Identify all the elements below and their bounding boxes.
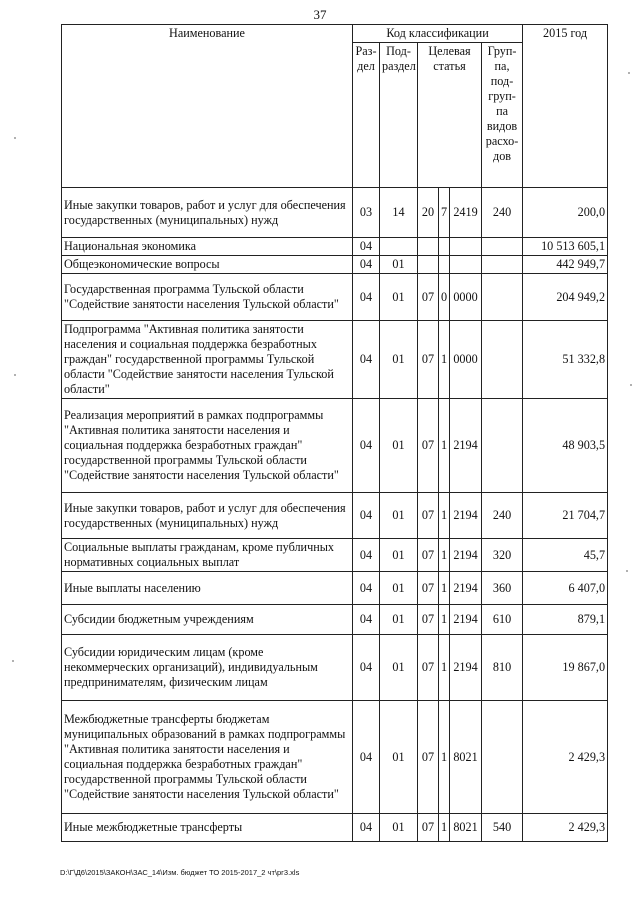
row-target-subprogram xyxy=(439,256,450,274)
table-row xyxy=(62,238,608,256)
row-target-code: 2194 xyxy=(450,605,482,635)
scan-speck xyxy=(12,660,14,662)
header-tselevaya: Целевая статья xyxy=(418,43,482,188)
row-expense-type: 240 xyxy=(482,188,523,238)
row-name: Общеэкономические вопросы xyxy=(62,256,353,274)
row-podrazdel: 01 xyxy=(380,321,418,399)
row-expense-type xyxy=(482,274,523,321)
row-target-subprogram: 1 xyxy=(439,635,450,701)
row-name: Иные закупки товаров, работ и услуг для обеспечения государственных (муниципальных) нужд xyxy=(62,493,353,539)
row-amount: 48 903,5 xyxy=(523,399,608,493)
row-expense-type: 240 xyxy=(482,493,523,539)
row-podrazdel: 01 xyxy=(380,274,418,321)
file-path-footer: D:\Г\Д6\2015\ЗАКОН\ЗАС_14\Изм. бюджет ТО 2015-2017_2 чт\рг3.xls xyxy=(60,868,300,877)
row-target-program: 07 xyxy=(418,572,439,605)
row-razdel: 03 xyxy=(353,188,380,238)
row-target-subprogram: 1 xyxy=(439,539,450,572)
row-expense-type xyxy=(482,256,523,274)
row-amount: 45,7 xyxy=(523,539,608,572)
row-name: Иные межбюджетные трансферты xyxy=(62,814,353,842)
row-razdel: 04 xyxy=(353,605,380,635)
scan-speck xyxy=(626,570,628,572)
row-podrazdel: 01 xyxy=(380,605,418,635)
row-name: Субсидии юридическим лицам (кроме некоммерческих организаций), индивидуальным предпринимателям, физическим лицам xyxy=(62,635,353,701)
row-name: Социальные выплаты гражданам, кроме публичных нормативных социальных выплат xyxy=(62,539,353,572)
scan-speck xyxy=(14,374,16,376)
row-target-subprogram: 0 xyxy=(439,274,450,321)
row-amount: 2 429,3 xyxy=(523,814,608,842)
row-podrazdel: 01 xyxy=(380,814,418,842)
row-amount: 10 513 605,1 xyxy=(523,238,608,256)
row-target-program: 07 xyxy=(418,321,439,399)
row-amount: 19 867,0 xyxy=(523,635,608,701)
table-row xyxy=(62,605,608,635)
row-target-subprogram: 1 xyxy=(439,493,450,539)
row-expense-type: 360 xyxy=(482,572,523,605)
table-row xyxy=(62,256,608,274)
budget-table xyxy=(61,24,608,842)
row-target-subprogram: 1 xyxy=(439,701,450,814)
row-amount: 51 332,8 xyxy=(523,321,608,399)
row-amount: 21 704,7 xyxy=(523,493,608,539)
row-razdel: 04 xyxy=(353,539,380,572)
row-target-program: 07 xyxy=(418,274,439,321)
table-row xyxy=(62,399,608,493)
row-target-program: 20 xyxy=(418,188,439,238)
header-name: Наименование xyxy=(62,25,353,188)
row-podrazdel xyxy=(380,238,418,256)
row-expense-type: 540 xyxy=(482,814,523,842)
row-razdel: 04 xyxy=(353,701,380,814)
row-razdel: 04 xyxy=(353,256,380,274)
row-expense-type xyxy=(482,701,523,814)
table-row xyxy=(62,572,608,605)
row-amount: 2 429,3 xyxy=(523,701,608,814)
row-target-code: 2194 xyxy=(450,635,482,701)
row-target-subprogram: 1 xyxy=(439,814,450,842)
row-target-code: 2194 xyxy=(450,572,482,605)
row-razdel: 04 xyxy=(353,238,380,256)
row-target-subprogram xyxy=(439,238,450,256)
row-amount: 204 949,2 xyxy=(523,274,608,321)
page-number: 37 xyxy=(313,7,327,22)
row-razdel: 04 xyxy=(353,635,380,701)
row-target-subprogram: 1 xyxy=(439,399,450,493)
row-target-program: 07 xyxy=(418,605,439,635)
row-razdel: 04 xyxy=(353,399,380,493)
row-target-program xyxy=(418,238,439,256)
scan-speck xyxy=(630,384,632,386)
row-amount: 6 407,0 xyxy=(523,572,608,605)
row-name: Иные закупки товаров, работ и услуг для обеспечения государственных (муниципальных) нужд xyxy=(62,188,353,238)
row-target-subprogram: 1 xyxy=(439,572,450,605)
row-name: Субсидии бюджетным учреждениям xyxy=(62,605,353,635)
row-target-subprogram: 1 xyxy=(439,605,450,635)
row-target-program: 07 xyxy=(418,493,439,539)
row-podrazdel: 01 xyxy=(380,256,418,274)
row-target-program: 07 xyxy=(418,539,439,572)
header-razdel: Раз-дел xyxy=(353,43,380,188)
row-name: Государственная программа Тульской области "Содействие занятости населения Тульской области" xyxy=(62,274,353,321)
row-target-code: 2419 xyxy=(450,188,482,238)
row-amount: 879,1 xyxy=(523,605,608,635)
row-target-program: 07 xyxy=(418,814,439,842)
row-expense-type: 610 xyxy=(482,605,523,635)
row-razdel: 04 xyxy=(353,572,380,605)
row-target-code: 0000 xyxy=(450,321,482,399)
row-name: Иные выплаты населению xyxy=(62,572,353,605)
row-target-code: 0000 xyxy=(450,274,482,321)
row-target-code: 2194 xyxy=(450,493,482,539)
row-podrazdel: 01 xyxy=(380,399,418,493)
header-year: 2015 год xyxy=(523,25,608,188)
row-amount: 442 949,7 xyxy=(523,256,608,274)
row-name: Национальная экономика xyxy=(62,238,353,256)
row-target-code xyxy=(450,238,482,256)
row-name: Межбюджетные трансферты бюджетам муниципальных образований в рамках подпрограммы "Активная политика занятости населения и социальная поддержка безработных граждан" государственной программы Тульской области "Содействие занятости населения Тульской области" xyxy=(62,701,353,814)
row-target-program xyxy=(418,256,439,274)
row-expense-type: 810 xyxy=(482,635,523,701)
header-gruppa: Груп-па, под-груп-па видов расхо-дов xyxy=(482,43,523,188)
row-expense-type xyxy=(482,321,523,399)
row-razdel: 04 xyxy=(353,321,380,399)
scan-speck xyxy=(628,72,630,74)
row-podrazdel: 01 xyxy=(380,539,418,572)
row-expense-type: 320 xyxy=(482,539,523,572)
table-row xyxy=(62,701,608,814)
row-podrazdel: 14 xyxy=(380,188,418,238)
row-amount: 200,0 xyxy=(523,188,608,238)
row-razdel: 04 xyxy=(353,274,380,321)
row-razdel: 04 xyxy=(353,493,380,539)
row-target-code xyxy=(450,256,482,274)
row-podrazdel: 01 xyxy=(380,493,418,539)
row-target-program: 07 xyxy=(418,399,439,493)
row-target-code: 2194 xyxy=(450,539,482,572)
table-row xyxy=(62,539,608,572)
row-target-code: 8021 xyxy=(450,814,482,842)
row-name: Подпрограмма "Активная политика занятости населения и социальная поддержка безработных граждан" государственной программы Тульской области "Содействие занятости населения Тульской области" xyxy=(62,321,353,399)
table-row xyxy=(62,188,608,238)
row-name: Реализация мероприятий в рамках подпрограммы "Активная политика занятости населения и социальная поддержка безработных граждан" государственной программы Тульской области "Содействие занятости населения Тульской области" xyxy=(62,399,353,493)
row-podrazdel: 01 xyxy=(380,635,418,701)
table-row xyxy=(62,814,608,842)
row-podrazdel: 01 xyxy=(380,701,418,814)
scan-speck xyxy=(14,137,16,139)
row-target-program: 07 xyxy=(418,701,439,814)
row-target-program: 07 xyxy=(418,635,439,701)
row-razdel: 04 xyxy=(353,814,380,842)
row-target-subprogram: 1 xyxy=(439,321,450,399)
row-target-code: 8021 xyxy=(450,701,482,814)
row-target-code: 2194 xyxy=(450,399,482,493)
row-target-subprogram: 7 xyxy=(439,188,450,238)
header-podrazdel: Под-раздел xyxy=(380,43,418,188)
row-expense-type xyxy=(482,399,523,493)
table-row xyxy=(62,635,608,701)
table-row xyxy=(62,493,608,539)
table-row xyxy=(62,274,608,321)
row-podrazdel: 01 xyxy=(380,572,418,605)
row-expense-type xyxy=(482,238,523,256)
header-code-group: Код классификации xyxy=(353,25,523,43)
table-row xyxy=(62,321,608,399)
